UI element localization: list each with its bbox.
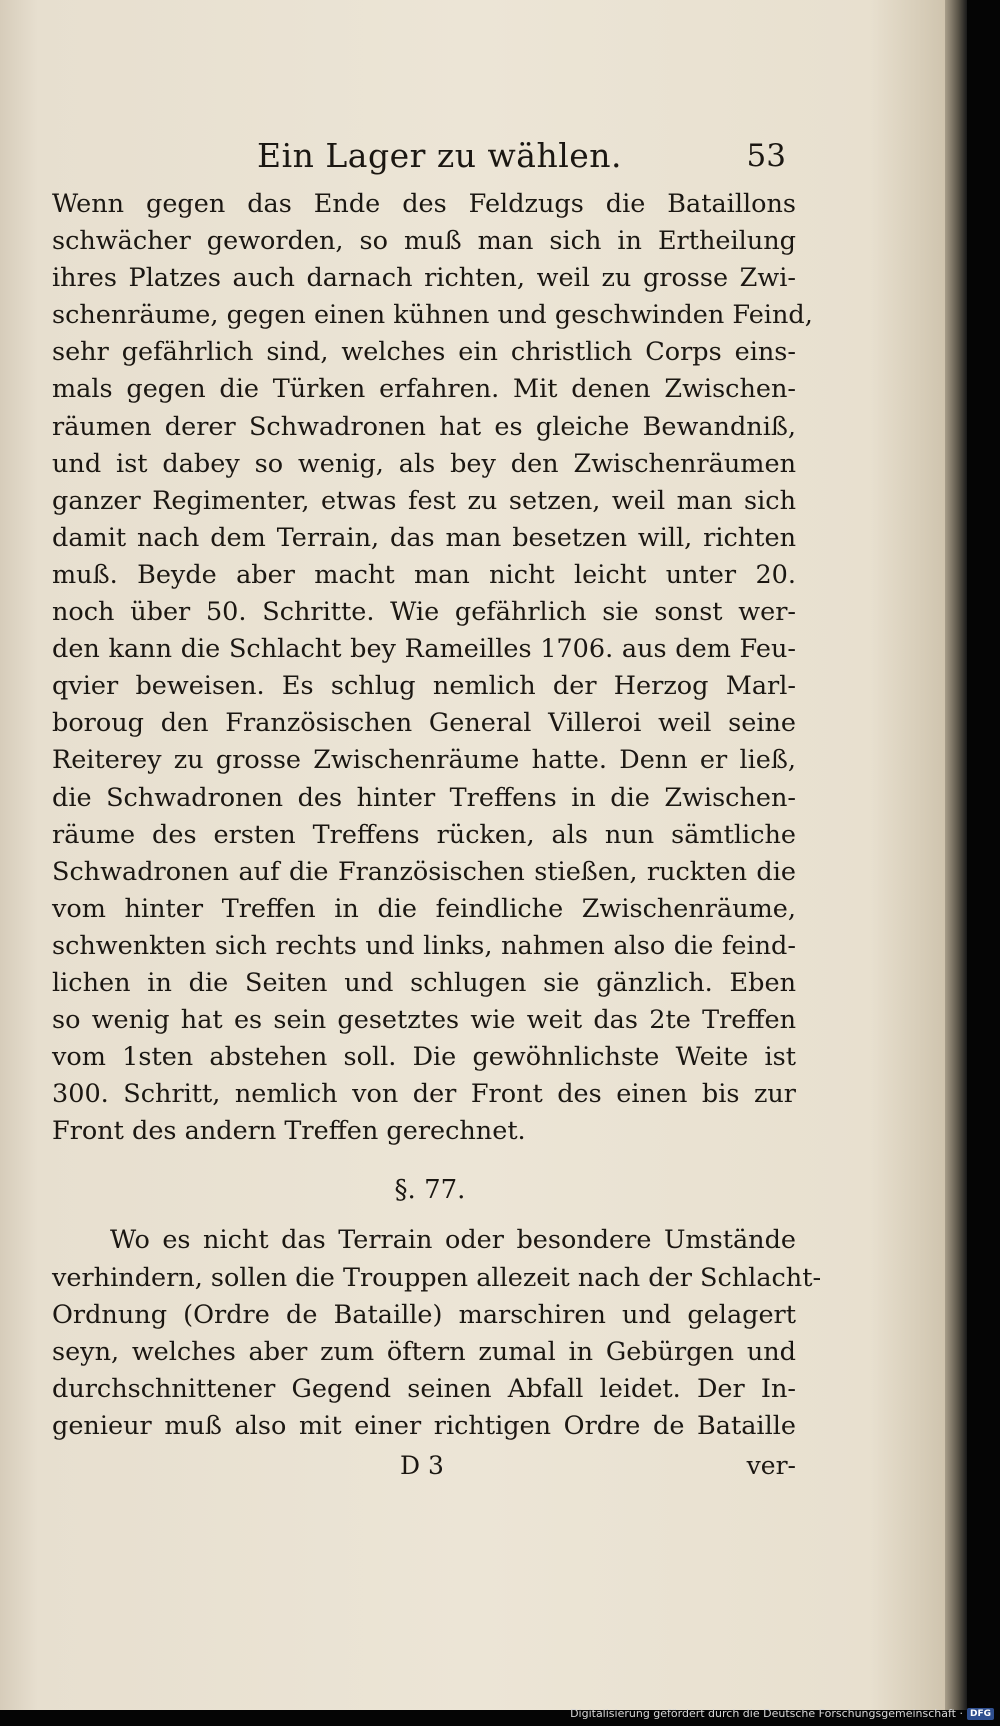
credit-text: Digitalisierung gefördert durch die Deutsche Forschungsgemeinschaft · [570, 1707, 963, 1720]
text-line: durchschnittener Gegend seinen Abfall leidet. Der In- [52, 1373, 796, 1404]
page-header [52, 128, 796, 186]
text-line: qvier beweisen. Es schlug nemlich der Herzog Marl- [52, 671, 796, 702]
text-line: lichen in die Seiten und schlugen sie gänzlich. Eben [52, 967, 796, 998]
text-line: ihres Platzes auch darnach richten, weil zu grosse Zwi- [52, 263, 796, 294]
section-heading: §. 77. [394, 1175, 466, 1206]
text-line: schenräume, gegen einen kühnen und geschwinden Feind, [52, 300, 813, 331]
text-line: vom 1sten abstehen soll. Die gewöhnlichste Weite ist [52, 1042, 796, 1073]
paragraph-1 [52, 186, 813, 1150]
catchword: ver- [746, 1451, 796, 1480]
text-line: den kann die Schlacht bey Rameilles 1706. aus dem Feu- [52, 634, 796, 665]
text-line: Wenn gegen das Ende des Feldzugs die Bataillons [52, 189, 796, 219]
text-line: mals gegen die Türken erfahren. Mit denen Zwischen- [52, 374, 796, 405]
signature-mark: D 3 [400, 1451, 444, 1480]
page-text [52, 128, 822, 1485]
paragraph-2 [52, 1222, 822, 1445]
text-line: räumen derer Schwadronen hat es gleiche Bewandniß, [52, 411, 796, 442]
text-line: schwächer geworden, so muß man sich in Ertheilung [52, 226, 796, 257]
text-line: verhindern, sollen die Trouppen allezeit nach der Schlacht- [52, 1262, 822, 1293]
text-line: räume des ersten Treffens rücken, als nun sämtliche [52, 819, 796, 850]
text-line: vom hinter Treffen in die feindliche Zwischenräume, [52, 893, 796, 924]
text-line: Schwadronen auf die Französischen stießen, ruckten die [52, 856, 796, 887]
text-line: schwenkten sich rechts und links, nahmen also die feind- [52, 930, 796, 961]
text-line: die Schwadronen des hinter Treffens in die Zwischen- [52, 782, 796, 813]
page-edge-shadow [945, 0, 967, 1710]
text-line: Ordnung (Ordre de Bataille) marschiren und gelagert [52, 1299, 796, 1330]
dfg-logo-icon: DFG [967, 1708, 994, 1720]
text-line: Front des andern Treffen gerechnet. [52, 1116, 526, 1147]
page-footer [52, 1445, 796, 1485]
running-head: Ein Lager zu wählen. [257, 136, 623, 175]
text-line: genieur muß also mit einer richtigen Ordre de Bataille [52, 1410, 796, 1441]
text-line: und ist dabey so wenig, als bey den Zwischenräumen [52, 448, 796, 479]
text-line: Wo es nicht das Terrain oder besondere Umstände [110, 1225, 796, 1256]
digitization-credit [570, 1707, 994, 1720]
text-line: so wenig hat es sein gesetztes wie weit das 2te Treffen [52, 1005, 796, 1036]
text-line: muß. Beyde aber macht man nicht leicht unter 20. [52, 559, 796, 590]
page-number: 53 [746, 138, 786, 174]
text-line: ganzer Regimenter, etwas fest zu setzen, weil man sich [52, 485, 796, 516]
text-line: Reiterey zu grosse Zwischenräume hatte. Denn er ließ, [52, 745, 796, 776]
text-line: noch über 50. Schritte. Wie gefährlich sie sonst wer- [52, 597, 796, 628]
text-line: boroug den Französischen General Villeroi weil seine [52, 708, 796, 739]
text-line: damit nach dem Terrain, das man besetzen will, richten [52, 522, 796, 553]
text-line: sehr gefährlich sind, welches ein christlich Corps eins- [52, 337, 796, 368]
text-line: 300. Schritt, nemlich von der Front des einen bis zur [52, 1079, 796, 1110]
text-line: seyn, welches aber zum öftern zumal in Gebürgen und [52, 1336, 796, 1367]
